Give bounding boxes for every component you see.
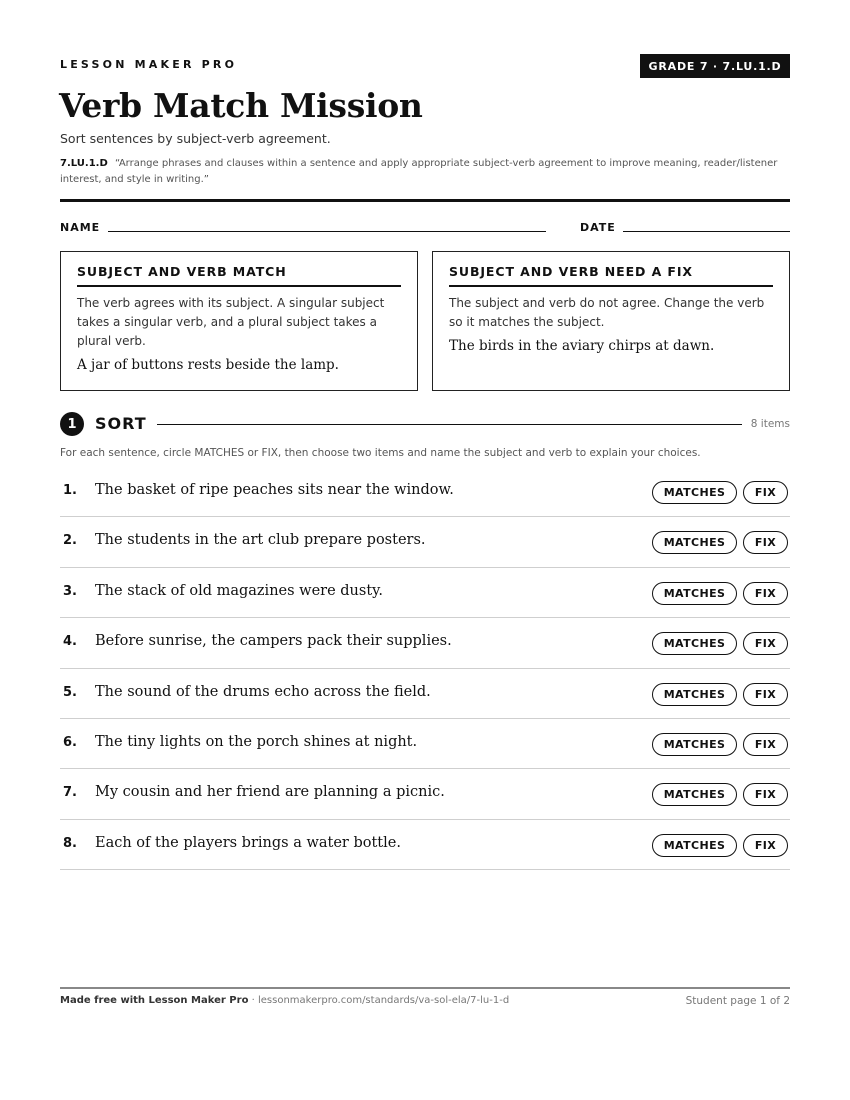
- date-label: DATE: [580, 221, 616, 234]
- standard-text: “Arrange phrases and clauses within a sentence and apply appropriate subject-verb agreement to improve meaning, reader/listener interest, and style in writing.”: [60, 158, 778, 185]
- item-number: 6.: [63, 734, 77, 750]
- date-field[interactable]: [623, 231, 790, 232]
- fix-button[interactable]: FIX: [743, 683, 788, 706]
- fix-button[interactable]: FIX: [743, 783, 788, 806]
- standard-description: [60, 156, 795, 188]
- list-item: [60, 669, 790, 719]
- standard-code: 7.LU.1.D: [60, 158, 108, 169]
- fix-button[interactable]: FIX: [743, 531, 788, 554]
- matches-button[interactable]: MATCHES: [652, 632, 737, 655]
- fix-button[interactable]: FIX: [743, 632, 788, 655]
- matches-button[interactable]: MATCHES: [652, 683, 737, 706]
- fix-button[interactable]: FIX: [743, 481, 788, 504]
- item-sentence: The tiny lights on the porch shines at night.: [95, 733, 418, 750]
- box-heading: SUBJECT AND VERB NEED A FIX: [449, 264, 773, 287]
- box-heading: SUBJECT AND VERB MATCH: [77, 264, 401, 287]
- section-divider: [157, 424, 742, 425]
- footer-url[interactable]: · lessonmakerpro.com/standards/va-sol-ela/7-lu-1-d: [248, 995, 510, 1006]
- name-field[interactable]: [108, 231, 546, 232]
- item-sentence: Before sunrise, the campers pack their supplies.: [95, 633, 452, 650]
- item-sentence: The basket of ripe peaches sits near the window.: [95, 482, 454, 498]
- box-example: The birds in the aviary chirps at dawn.: [449, 338, 715, 354]
- item-number: 2.: [63, 533, 77, 549]
- sort-item-list: [60, 467, 790, 870]
- footer-divider: [60, 987, 790, 989]
- list-item: [60, 517, 790, 567]
- fix-definition-box: [432, 251, 790, 391]
- section-instructions: For each sentence, circle MATCHES or FIX, then choose two items and name the subject and verb to explain your choices.: [60, 447, 701, 459]
- item-number: 4.: [63, 634, 77, 650]
- item-number: 3.: [63, 583, 77, 599]
- grade-badge: GRADE 7 · 7.LU.1.D: [640, 54, 790, 78]
- list-item: [60, 568, 790, 618]
- footer-credit: [60, 995, 509, 1006]
- brand-name: LESSON MAKER PRO: [60, 58, 238, 71]
- item-number: 5.: [63, 684, 77, 700]
- item-sentence: My cousin and her friend are planning a picnic.: [95, 784, 445, 801]
- header-divider: [60, 199, 790, 202]
- item-number: 7.: [63, 785, 77, 801]
- box-description: The subject and verb do not agree. Change the verb so it matches the subject.: [449, 296, 765, 329]
- fix-button[interactable]: FIX: [743, 582, 788, 605]
- list-item: [60, 769, 790, 819]
- list-item: [60, 719, 790, 769]
- item-number: 8.: [63, 835, 77, 851]
- list-item: [60, 467, 790, 517]
- list-item: [60, 618, 790, 668]
- fix-button[interactable]: FIX: [743, 834, 788, 857]
- matches-button[interactable]: MATCHES: [652, 783, 737, 806]
- item-number: 1.: [63, 483, 77, 498]
- section-number-badge: 1: [60, 412, 84, 436]
- item-sentence: Each of the players brings a water bottle.: [95, 834, 401, 851]
- page-subtitle: Sort sentences by subject-verb agreement.: [60, 131, 331, 146]
- item-sentence: The sound of the drums echo across the field.: [95, 683, 431, 700]
- section-item-count: 8 items: [750, 418, 790, 430]
- item-sentence: The stack of old magazines were dusty.: [95, 582, 384, 599]
- box-description: The verb agrees with its subject. A singular subject takes a singular verb, and a plural subject takes a plural verb.: [77, 296, 385, 348]
- matches-button[interactable]: MATCHES: [652, 531, 737, 554]
- match-definition-box: [60, 251, 418, 391]
- box-example: A jar of buttons rests beside the lamp.: [77, 357, 339, 373]
- item-sentence: The students in the art club prepare posters.: [95, 532, 426, 549]
- page-title: Verb Match Mission: [59, 86, 423, 125]
- section-title: SORT: [95, 414, 147, 433]
- matches-button[interactable]: MATCHES: [652, 582, 737, 605]
- matches-button[interactable]: MATCHES: [652, 481, 737, 504]
- fix-button[interactable]: FIX: [743, 733, 788, 756]
- footer-page-number: Student page 1 of 2: [685, 995, 790, 1007]
- list-item: [60, 820, 790, 870]
- matches-button[interactable]: MATCHES: [652, 834, 737, 857]
- matches-button[interactable]: MATCHES: [652, 733, 737, 756]
- footer-made-with: Made free with Lesson Maker Pro: [60, 995, 249, 1006]
- name-label: NAME: [60, 221, 101, 234]
